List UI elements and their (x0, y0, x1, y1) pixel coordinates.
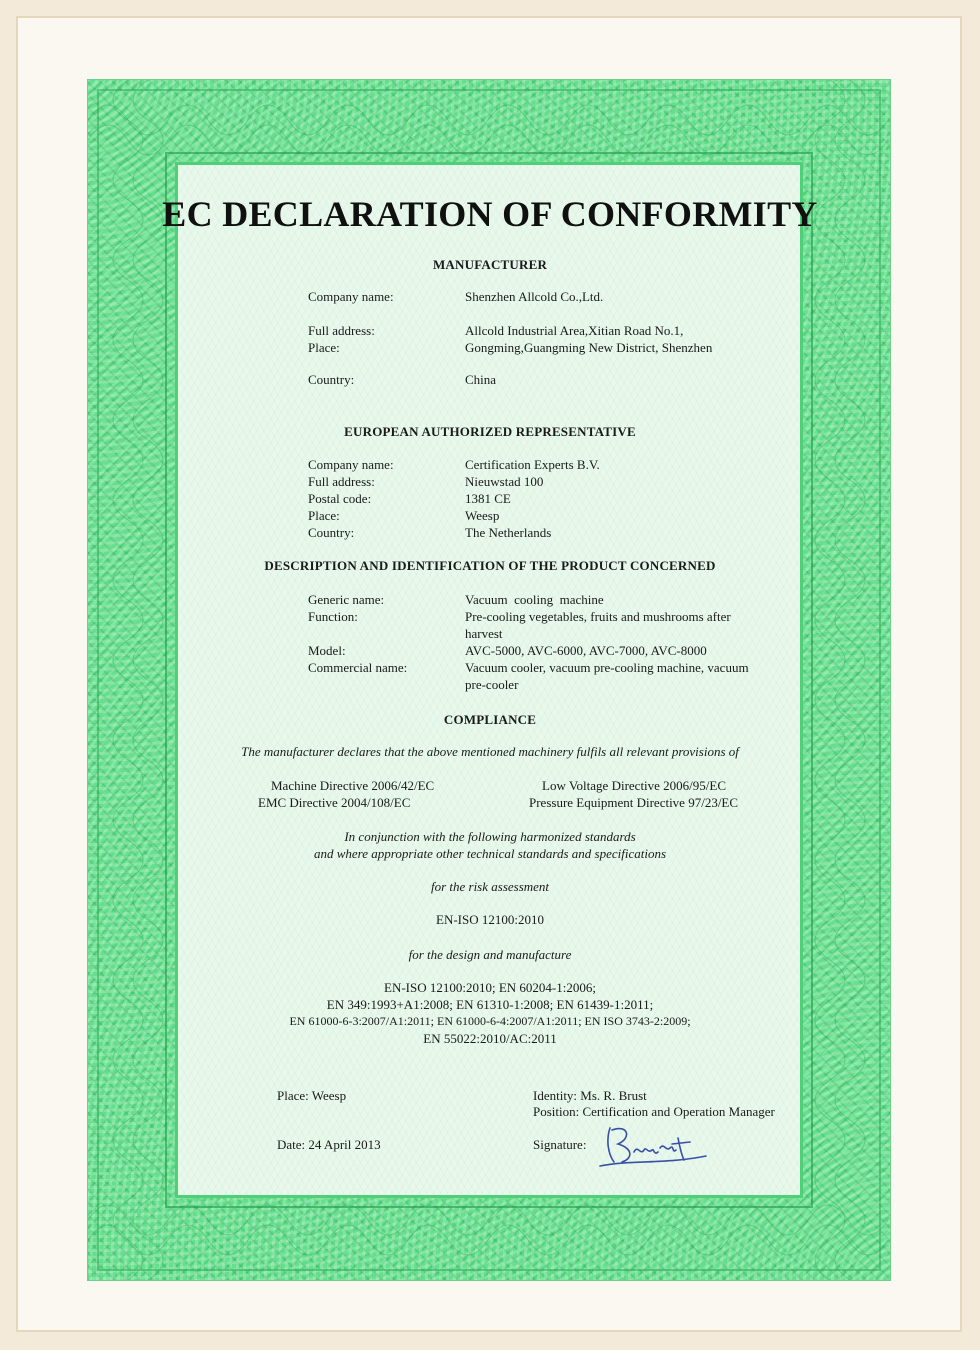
product-generic-label: Generic name: (308, 592, 385, 607)
product-commercial-line1: Vacuum cooler, vacuum pre-cooling machine, vacuum (465, 660, 749, 675)
product-generic: Vacuum cooling machine (465, 592, 604, 607)
representative-postal: 1381 CE (465, 491, 511, 506)
footer-position: Position: Certification and Operation Manager (533, 1104, 775, 1119)
representative-company-label: Company name: (308, 457, 394, 472)
footer-date: Date: 24 April 2013 (277, 1137, 381, 1152)
product-function-line2: harvest (465, 626, 503, 641)
manufacturer-place-label: Place: (308, 340, 340, 355)
directive-emc: EMC Directive 2004/108/EC (258, 795, 411, 810)
standards-line-3: EN 61000-6-3:2007/A1:2011; EN 61000-6-4:2007/A1:2011; EN ISO 3743-2:2009; (289, 1014, 691, 1028)
product-heading: DESCRIPTION AND IDENTIFICATION OF THE PRODUCT CONCERNED (264, 558, 716, 573)
representative-country: The Netherlands (465, 525, 552, 540)
conjunction-line-2: and where appropriate other technical standards and specifications (313, 846, 667, 861)
manufacturer-address: Allcold Industrial Area,Xitian Road No.1, (465, 323, 684, 338)
representative-address-label: Full address: (308, 474, 375, 489)
compliance-heading: COMPLIANCE (443, 712, 537, 727)
standards-line-2: EN 349:1993+A1:2008; EN 61310-1:2008; EN 61439-1:2011; (326, 997, 654, 1012)
manufacturer-company-label: Company name: (308, 289, 394, 304)
design-manufacture-label: for the design and manufacture (408, 947, 572, 962)
footer-place: Place: Weesp (277, 1088, 347, 1103)
product-commercial-line2: pre-cooler (465, 677, 519, 692)
manufacturer-address-label: Full address: (308, 323, 375, 338)
representative-place: Weesp (465, 508, 500, 523)
risk-assessment-standard: EN-ISO 12100:2010 (436, 912, 544, 927)
standards-line-1: EN-ISO 12100:2010; EN 60204-1:2006; (384, 980, 596, 995)
risk-assessment-label: for the risk assessment (430, 879, 550, 894)
manufacturer-country-label: Country: (308, 372, 355, 387)
product-function-label: Function: (308, 609, 358, 624)
directive-pressure: Pressure Equipment Directive 97/23/EC (529, 795, 739, 810)
directive-low-voltage: Low Voltage Directive 2006/95/EC (542, 778, 727, 793)
product-function-line1: Pre-cooling vegetables, fruits and mushrooms after (465, 609, 731, 624)
manufacturer-company: Shenzhen Allcold Co.,Ltd. (465, 289, 604, 304)
representative-country-label: Country: (308, 525, 355, 540)
representative-address: Nieuwstad 100 (465, 474, 544, 489)
footer-signature-label: Signature: (533, 1137, 587, 1152)
standards-line-4: EN 55022:2010/AC:2011 (423, 1031, 557, 1046)
conjunction-line-1: In conjunction with the following harmonized standards (344, 829, 636, 844)
manufacturer-place: Gongming,Guangming New District, Shenzhen (465, 340, 713, 355)
signature-image (588, 1118, 718, 1178)
product-model-label: Model: (308, 643, 346, 658)
representative-company: Certification Experts B.V. (465, 457, 600, 472)
representative-place-label: Place: (308, 508, 340, 523)
directive-machine: Machine Directive 2006/42/EC (271, 778, 435, 793)
representative-heading: EUROPEAN AUTHORIZED REPRESENTATIVE (344, 424, 636, 439)
compliance-statement: The manufacturer declares that the above mentioned machinery fulfils all relevant provisions of (241, 744, 739, 759)
manufacturer-heading: MANUFACTURER (432, 257, 548, 272)
representative-postal-label: Postal code: (308, 491, 372, 506)
manufacturer-country: China (465, 372, 497, 387)
product-commercial-label: Commercial name: (308, 660, 408, 675)
product-model: AVC-5000, AVC-6000, AVC-7000, AVC-8000 (465, 643, 707, 658)
footer-identity: Identity: Ms. R. Brust (533, 1088, 647, 1103)
document-title: EC DECLARATION OF CONFORMITY (162, 194, 818, 234)
